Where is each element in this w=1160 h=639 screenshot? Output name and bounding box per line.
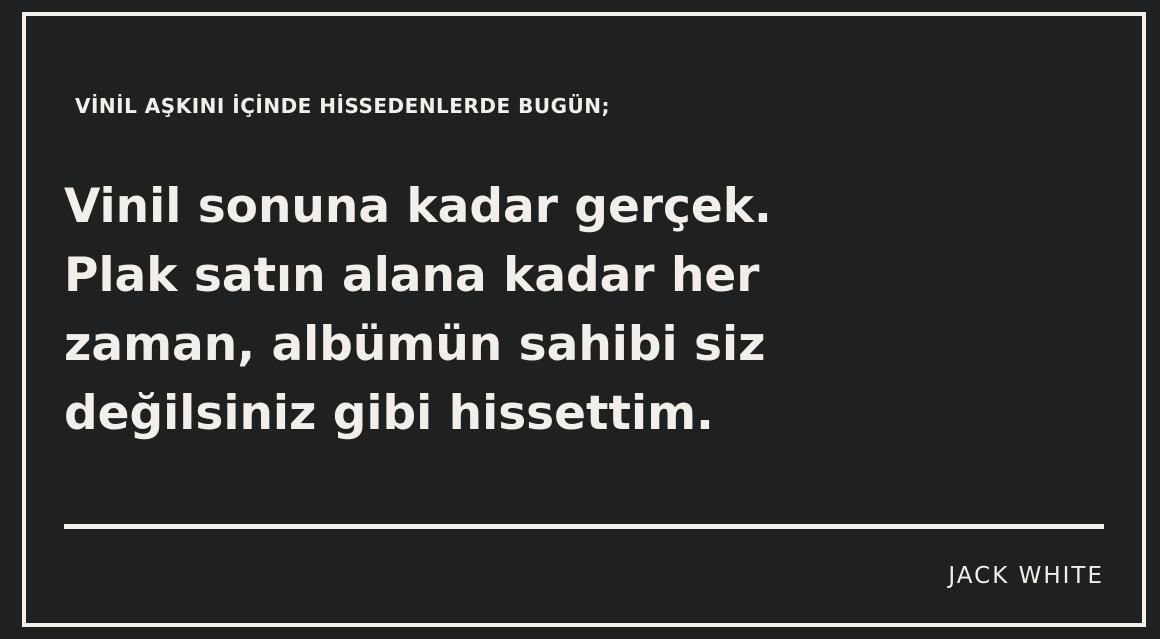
quote-line-3: zaman, albümün sahibi siz (64, 317, 766, 372)
divider-line (64, 524, 1104, 529)
quote-intro-heading: VİNİL AŞKINI İÇİNDE HİSSEDENLERDE BUGÜN; (75, 94, 610, 118)
quote-line-4: değilsiniz gibi hissettim. (64, 386, 714, 441)
quote-text (64, 172, 924, 448)
quote-line-1: Vinil sonuna kadar gerçek. (64, 179, 772, 234)
quote-author: JACK WHITE (948, 563, 1104, 589)
quote-line-2: Plak satın alana kadar her (64, 248, 760, 303)
